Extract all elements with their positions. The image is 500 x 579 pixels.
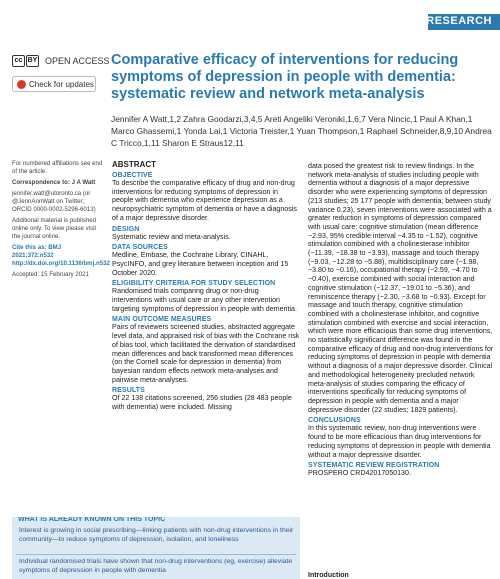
conclusions-heading: CONCLUSIONS [308, 417, 361, 425]
cc-license-icon [12, 55, 39, 67]
design-text: Systematic review and meta-analysis. [112, 232, 231, 241]
data-sources-heading: DATA SOURCES [112, 244, 168, 252]
what-is-known-box [12, 517, 300, 579]
results-text-part-2: data posed the greatest risk to review findings. In the network meta-analysis of studies including people with dementia without a diagnosis of a major depressive disorder who were experiencing symptoms of depression (213 studies; 25 177 people with dementia; between study variance 0.23), seven interventions were associated with a greater reduction in symptoms of depression compared with usual care: cognitive stimulation (mean difference −2.93, 95% credible interval −4.35 to −1.52), cognitive stimulation combined with a cholinesterase inhibitor (−11.39, −18.38 to −3.93), massage and touch therapy (−9.03, −12.28 to −5.88), multidisciplinary care (−1.98, −3.80 to −0.16), occupational therapy (−2.59, −4.70 to −0.40), exercise combined with social interaction and cognitive stimulation (−12.37, −19.01 to −5.36), and reminiscence therapy (−2.30, −3.68 to −0.93). Except for massage and touch therapy, cognitive stimulation combined with a cholinesterase inhibitor, and cognitive stimulation combined with exercise and social interaction, which were more efficacious than some drug interventions, no statistically significant difference was found in the comparative efficacy of drug and non-drug interventions for reducing symptoms of depression in people with dementia without a diagnosis of a major depressive disorder. Clinical and methodological heterogeneity precluded network meta-analysis of studies comparing the efficacy of interventions specifically for reducing symptoms of depression in people with dementia and a major depressive disorder (22 studies; 1829 patients). [308, 162, 494, 414]
additional-material-note: Additional material is published online only. To view please visit the journal online. [12, 216, 97, 241]
introduction-heading: Introduction [308, 572, 349, 579]
registration-text: PROSPERO CRD42017050130. [308, 469, 411, 478]
abstract-heading: ABSTRACT [112, 160, 156, 169]
eligibility-heading: ELIGIBILITY CRITERIA FOR STUDY SELECTION [112, 280, 276, 288]
design-heading: DESIGN [112, 225, 140, 233]
eligibility-text: Randomised trials comparing drug or non-drug interventions with usual care or any other intervention targeting symptoms of depression in people with dementia. [112, 287, 297, 313]
open-access-badge [12, 55, 110, 67]
sidebar-notes [12, 160, 110, 282]
citation[interactable]: Cite this as: BMJ 2021;372:n532 http://dx.doi.org/10.1136/bmj.n532 [12, 243, 110, 268]
affiliations-note: For numbered affiliations see end of the article. [12, 160, 103, 176]
conclusions-text: In this systematic review, non-drug interventions were found to be more efficacious than drug interventions for reducing symptoms of depression in people with dementia without a major depressive disorder. [308, 424, 491, 459]
divider [16, 554, 296, 555]
article-title: Comparative efficacy of interventions for reducing symptoms of depression in people with dementia: systematic review and network meta-analysis [111, 52, 459, 102]
section-label-bar [428, 14, 500, 30]
abstract-column-1 [112, 160, 300, 412]
author-list: Jennifer A Watt,1,2 Zahra Goodarzi,3,4,5 Areti Angeliki Veroniki,1,6,7 Vera Nincic,1 Paul A Khan,1 Marco Ghassemi,1 Yonda Lai,1 Victoria Treister,1 Yuan Thompson,1 Raphael Schneider,8,9,10 Andrea C Tricco,1,11 Sharon E Straus12,11 [111, 114, 492, 148]
check-for-updates-label: Check for updates [29, 79, 94, 89]
objective-heading: OBJECTIVE [112, 172, 153, 179]
registration-heading: SYSTEMATIC REVIEW REGISTRATION [308, 462, 440, 470]
what-is-known-heading: WHAT IS ALREADY KNOWN ON THIS TOPIC [18, 517, 166, 523]
correspondence-detail[interactable]: jennifer.watt@utoronto.ca (or @JennAnnWatt on Twitter; ORCID 0000-0002-5296-6013) [12, 189, 96, 214]
results-heading: RESULTS [112, 387, 145, 395]
crossmark-icon [17, 80, 26, 89]
correspondence-label: Correspondence to: J A Watt [12, 178, 96, 186]
data-sources-text: Medline, Embase, the Cochrane Library, CINAHL, PsycINFO, and grey literature between inception and 15 October 2020. [112, 251, 289, 277]
cc-icon: cc [12, 55, 25, 67]
what-is-known-point-1: Interest is growing in social prescribing—linking patients with non-drug interventions in their community—to reduce symptoms of depression, isolation, and loneliness [19, 527, 294, 543]
what-is-known-point-2: Individual randomised trials have shown that non-drug interventions (eg, exercise) alleviate symptoms of depression in people with dementia [19, 558, 293, 574]
accepted-date: Accepted: 15 February 2021 [12, 271, 89, 279]
objective-text: To describe the comparative efficacy of drug and non-drug interventions for reducing symptoms of depression in people with dementia who experience depression as a neuropsychiatric symptom of dementia or have a diagnosis of a major depressive disorder. [112, 179, 297, 222]
outcome-text: Pairs of reviewers screened studies, abstracted aggregate level data, and appraised risk of bias with the Cochrane risk of bias tool, which facilitated the derivation of standardised mean differences and back transformed mean differences (on the Cornell scale for depression in dementia) from bayesian random effects network meta-analyses and pairwise meta-analyses. [112, 323, 300, 384]
results-text-part-1: Of 22 138 citations screened, 256 studies (28 483 people with dementia) were included. Missing [112, 394, 292, 412]
open-access-label: OPEN ACCESS [45, 56, 110, 66]
section-label: RESEARCH [426, 15, 492, 27]
abstract-column-2 [308, 162, 494, 478]
by-icon: BY [26, 55, 39, 67]
check-for-updates-button[interactable] [12, 76, 96, 92]
outcome-heading: MAIN OUTCOME MEASURES [112, 316, 212, 324]
